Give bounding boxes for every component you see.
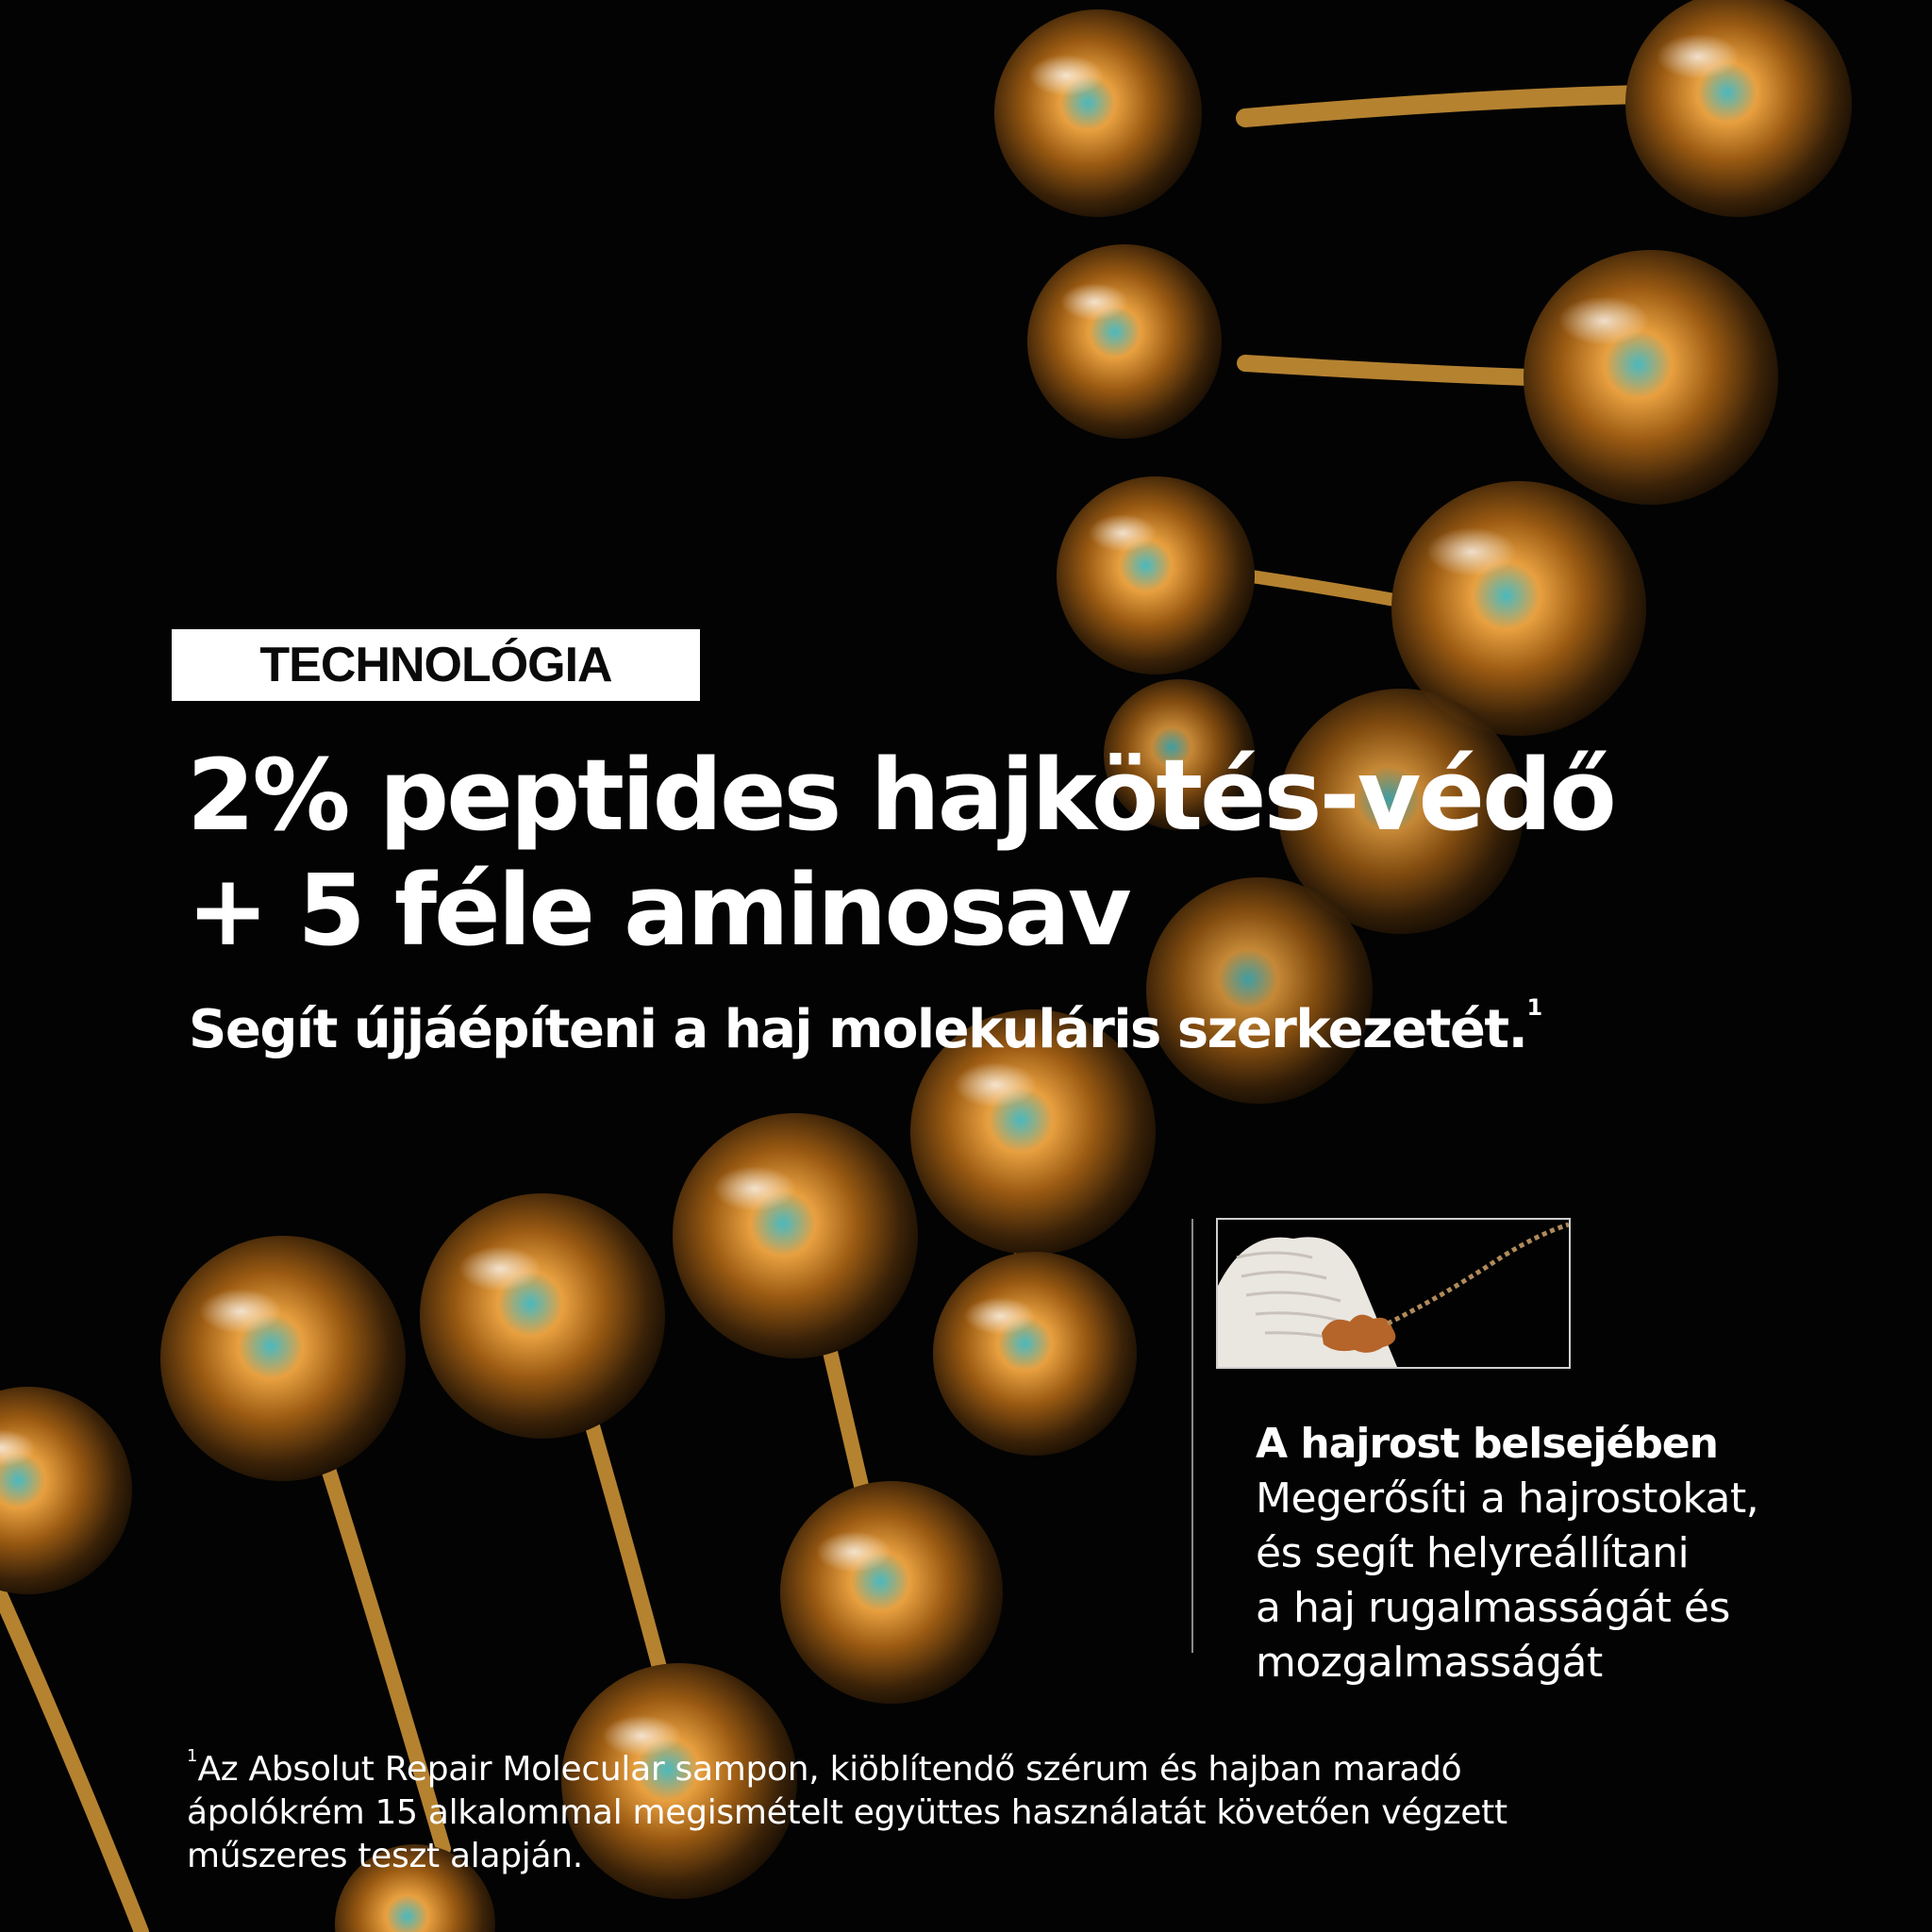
hair-fiber-peptide-icon (1218, 1220, 1569, 1367)
info-line: mozgalmasságát (1256, 1639, 1603, 1687)
subheadline-footnote-marker: 1 (1526, 994, 1543, 1021)
info-line: és segít helyreállítani (1256, 1529, 1690, 1577)
headline-line-1: 2% peptides hajkötés-védő (187, 738, 1614, 853)
info-title: A hajrost belsejében (1256, 1420, 1718, 1468)
headline-line-2: + 5 féle aminosav (187, 853, 1129, 968)
info-block (1256, 1417, 1897, 1690)
footnote-line: $^1$Az Absolut Repair Molecular sampon, kiöblítendő szérum és hajban maradó (187, 1746, 1462, 1789)
info-line: Megerősíti a hajrostokat, (1256, 1474, 1759, 1523)
footnote-line: műszeres teszt alapján. (187, 1837, 583, 1875)
subheadline-text: Segít újjáépíteni a haj molekuláris szerkezetét. (189, 999, 1527, 1060)
headline (187, 738, 1847, 968)
footnote-line: ápolókrém 15 alkalommal megismételt együttes használatát követően végzett (187, 1793, 1507, 1832)
footnote (187, 1735, 1743, 1878)
technology-tag (172, 629, 700, 701)
vertical-divider (1191, 1219, 1193, 1653)
subheadline (189, 972, 1792, 1066)
technology-tag-label: TECHNOLÓGIA (259, 638, 612, 692)
info-line: a haj rugalmasságát és (1256, 1584, 1730, 1632)
hair-fiber-inset-image (1216, 1218, 1571, 1369)
footnote-marker: 1 (187, 1746, 198, 1766)
